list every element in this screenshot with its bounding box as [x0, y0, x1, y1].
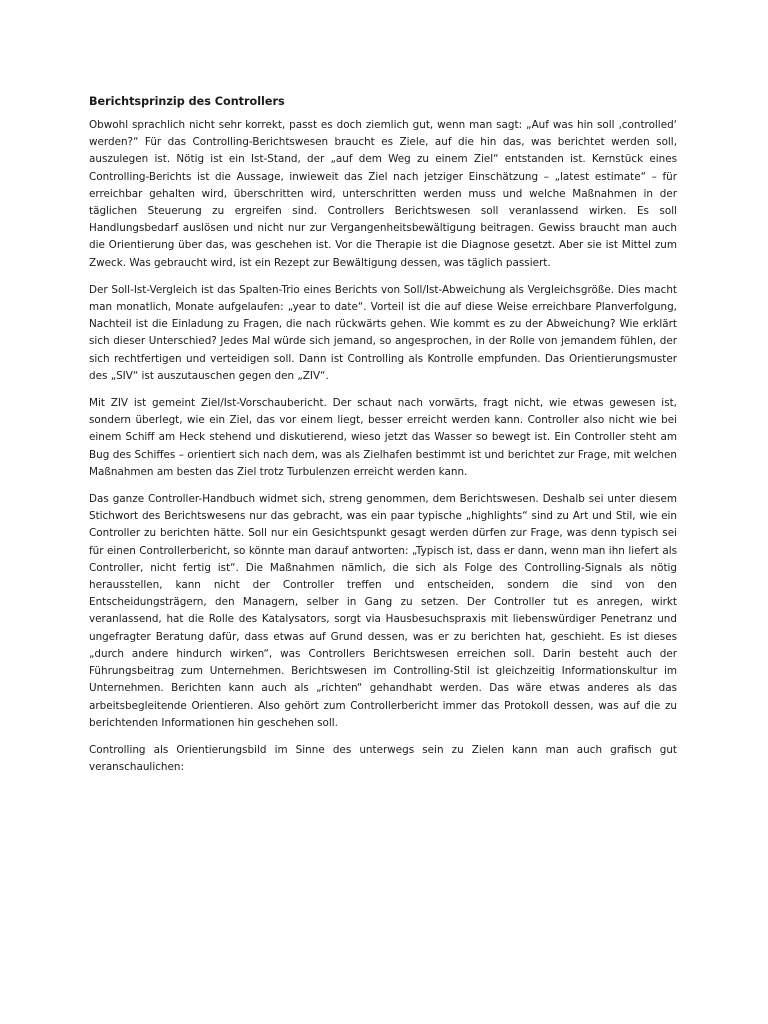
paragraph-5: Controlling als Orientierungsbild im Sinne des unterwegs sein zu Zielen kann man auch grafisch gut veranschaulichen:: [89, 743, 677, 774]
paragraph-4: Das ganze Controller-Handbuch widmet sich, streng genommen, dem Berichtswesen. Deshalb sei unter diesem Stichwort des Berichtswesens nur das gebracht, was ein paar typische „highlights“ sind zu Art und Stil, wie ein Controller zu berichten hätte. Soll nur ein Gesichtspunkt gesagt werden dürfen zur Frage, was denn typisch sei für einen Controllerbericht, so könnte man darauf antworten: „Typisch ist, dass er dann, wenn man ihn liefert als Controller, nicht fertig ist“. Die Maßnahmen nämlich, die sich als Folge des Controlling-Signals als nötig herausstellen, kann nicht der Controller treffen und entscheiden, sondern die sind von den Entscheidungsträgern, den Managern, selber in Gang zu setzen. Der Controller tut es anregen, wirkt veranlassend, hat die Rolle des Katalysators, sorgt via Hausbesuchspraxis mit liebenswürdiger Penetranz und ungefragter Beratung dafür, dass etwas auf Grund dessen, was er zu berichten hat, geschieht. Es ist dieses „durch andere hindurch wirken“, was Controllers Berichtswesen erreichen soll. Darin besteht auch der Führungsbeitrag zum Unternehmen. Berichtswesen im Controlling-Stil ist gleichzeitig Informationskultur im Unternehmen. Berichten kann auch als „richten“ gehandhabt werden. Das wäre etwas anderes als das arbeitsbegleitende Orientieren. Also gehört zum Controllerbericht immer das Protokoll dessen, was auf die zu berichtenden Informationen hin geschehen soll.: [89, 493, 677, 729]
document-title: Berichtsprinzip des Controllers: [89, 95, 285, 108]
document-page: [89, 93, 677, 786]
paragraph-1: Obwohl sprachlich nicht sehr korrekt, passt es doch ziemlich gut, wenn man sagt: „Auf was hin soll ‚controlled‘ werden?“ Für das Controlling-Berichtswesen braucht es Ziele, auf die hin das, was berichtet werden soll, auszulegen ist. Nötig ist ein Ist-Stand, der „auf dem Weg zu einem Ziel“ entstanden ist. Kernstück eines Controlling-Berichts ist die Aussage, inwieweit das Ziel nach jetziger Einschätzung – „latest estimate“ – für erreichbar gehalten wird, überschritten wird, unterschritten werden muss und welche Maßnahmen in der täglichen Steuerung zu ergreifen sind. Controllers Berichtswesen soll veranlassend wirken. Es soll Handlungsbedarf auslösen und nicht nur zur Vergangenheitsbewältigung beitragen. Gewiss braucht man auch die Orientierung über das, was geschehen ist. Vor die Therapie ist die Diagnose gesetzt. Aber sie ist Mittel zum Zweck. Was gebraucht wird, ist ein Rezept zur Bewältigung dessen, was täglich passiert.: [89, 119, 677, 269]
paragraph-2: Der Soll-Ist-Vergleich ist das Spalten-Trio eines Berichts von Soll/Ist-Abweichung als Vergleichsgröße. Dies macht man monatlich, Monate aufgelaufen: „year to date“. Vorteil ist die auf diese Weise erreichbare Planverfolgung, Nachteil ist die Einladung zu Fragen, die nach rückwärts gehen. Wie kommt es zu der Abweichung? Wie erklärt sich dieser Unterschied? Jedes Mal würde sich jemand, so angesprochen, in der Rolle von jemandem fühlen, der sich rechtfertigen und verteidigen soll. Dann ist Controlling als Kontrolle empfunden. Das Orientierungsmuster des „SIV“ ist auszutauschen gegen den „ZIV“.: [89, 283, 677, 382]
paragraph-3: Mit ZIV ist gemeint Ziel/Ist-Vorschaubericht. Der schaut nach vorwärts, fragt nicht, wie etwas gewesen ist, sondern überlegt, wie ein Ziel, das vor einem liegt, besser erreicht werden kann. Controller also nicht wie bei einem Schiff am Heck stehend und diskutierend, wieso jetzt das Wasser so bewegt ist. Ein Controller steht am Bug des Schiffes – orientiert sich nach dem, was als Zielhafen bestimmt ist und berichtet zur Frage, mit welchen Maßnahmen am besten das Ziel trotz Turbulenzen erreicht werden kann.: [89, 397, 677, 478]
